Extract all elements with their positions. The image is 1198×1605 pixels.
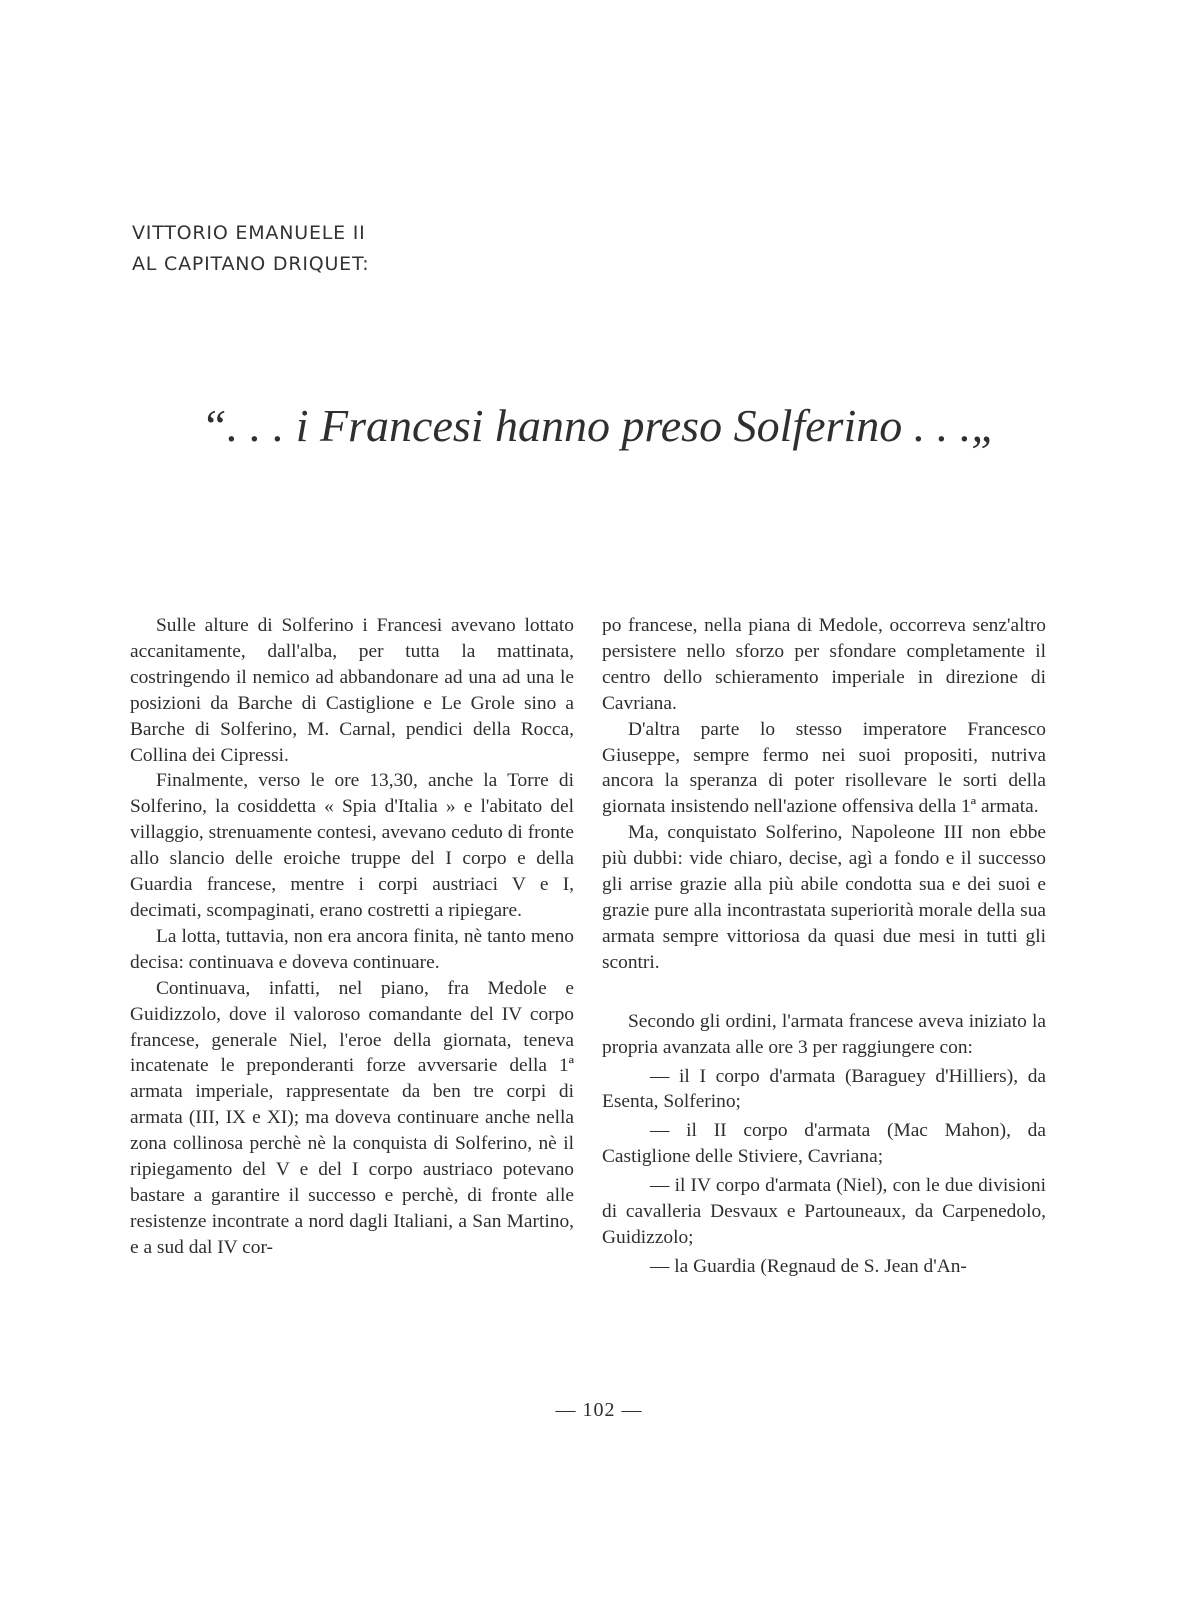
paragraph: Sulle alture di Solferino i Francesi avevano lottato accanitamente, dall'alba, per tutta la mattinata, costringendo il nemico ad abbandonare ad una ad una le posizioni da Barche di Castiglione e Le Grole sino a Barche di Solferino, M. Carnal, pendici della Rocca, Collina dei Cipressi.	[130, 615, 574, 766]
paragraph: Finalmente, verso le ore 13,30, anche la Torre di Solferino, la cosiddetta « Spia d'Italia » e l'abitato del villaggio, strenuamente contesi, avevano ceduto di fronte allo slancio delle eroiche truppe del I corpo e della Guardia francese, mentre i corpi austriaci V e I, decimati, scompaginati, erano costretti a ripiegare.	[130, 770, 574, 921]
paragraph: Ma, conquistato Solferino, Napoleone III non ebbe più dubbi: vide chiaro, decise, agì a fondo e il successo gli arrise grazie alla più abile condotta sua e dei suoi e grazie pure alla incontrastata superiorità morale della sua armata sempre vittoriosa da quasi due mesi in tutti gli scontri.	[602, 822, 1046, 973]
right-column	[602, 613, 1046, 1280]
paragraph-continuation: po francese, nella piana di Medole, occorreva senz'altro persistere nello sforzo per sfondare completamente il centro dello schieramento imperiale in direzione di Cavriana.	[602, 615, 1046, 714]
list-item: — la Guardia (Regnaud de S. Jean d'An-	[650, 1255, 967, 1277]
paragraph: Secondo gli ordini, l'armata francese aveva iniziato la propria avanzata alle ore 3 per raggiungere con:	[602, 1010, 1046, 1058]
paragraph: Continuava, infatti, nel piano, fra Medole e Guidizzolo, dove il valoroso comandante del IV corpo francese, generale Niel, l'eroe della giornata, teneva incatenate le preponderanti forze avversarie della 1ª armata imperiale, rappresentate da ben tre corpi di armata (III, IX e XI); ma doveva continuare anche nella zona collinosa perchè nè la conquista di Solferino, nè il ripiegamento del V e del I corpo austriaco potevano bastare a garantire il successo e perchè, di fronte alle resistenze incontrate a nord dagli Italiani, a San Martino, e a sud dal IV cor-	[130, 977, 574, 1258]
header-line-2: AL CAPITANO DRIQUET:	[132, 253, 370, 275]
page-title: “. . . i Francesi hanno preso Solferino . . .„	[201, 400, 997, 451]
chapter-header	[132, 218, 370, 280]
list-item: — il IV corpo d'armata (Niel), con le due divisioni di cavalleria Desvaux e Partouneaux, da Carpenedolo, Guidizzolo;	[602, 1175, 1046, 1248]
list-item: — il I corpo d'armata (Baraguey d'Hilliers), da Esenta, Solferino;	[602, 1065, 1046, 1113]
header-line-1: VITTORIO EMANUELE II	[132, 222, 366, 244]
page-number: — 102 —	[555, 1399, 643, 1421]
left-column	[130, 613, 574, 1261]
list-item: — il II corpo d'armata (Mac Mahon), da Castiglione delle Stiviere, Cavriana;	[602, 1120, 1046, 1168]
paragraph: D'altra parte lo stesso imperatore Francesco Giuseppe, sempre fermo nei suoi propositi, nutriva ancora la speranza di poter risollevare le sorti della giornata insistendo nell'azione offensiva della 1ª armata.	[602, 718, 1046, 818]
paragraph: La lotta, tuttavia, non era ancora finita, nè tanto meno decisa: continuava e doveva continuare.	[130, 925, 574, 973]
